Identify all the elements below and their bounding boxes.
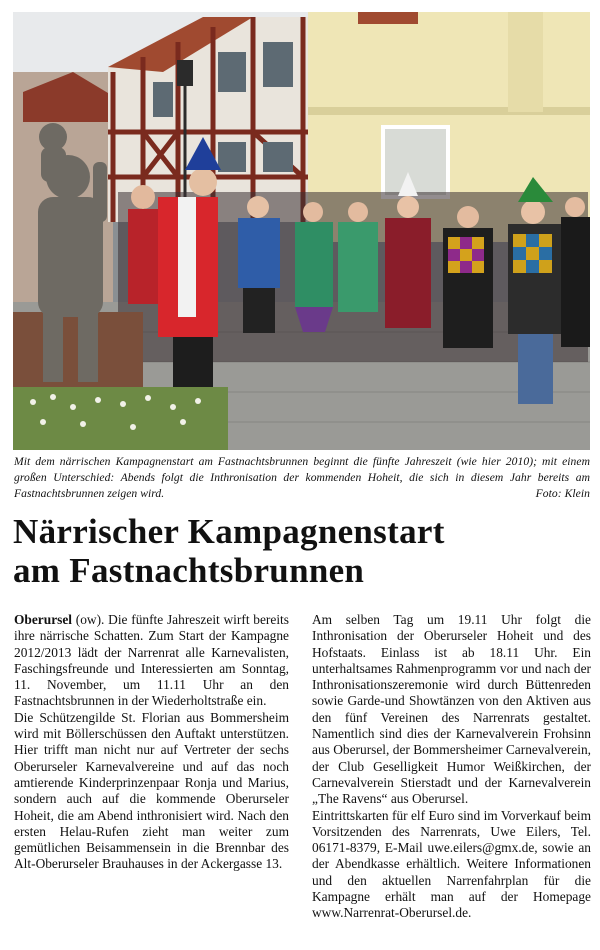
carnival-crowd-photo	[13, 12, 590, 450]
article-dateline: Oberursel	[14, 612, 73, 627]
headline-line-2: am Fastnachtsbrunnen	[13, 551, 365, 590]
photo-credit: Foto: Klein	[535, 487, 590, 500]
article-paragraph-1	[14, 612, 289, 710]
article-paragraph-1-text: (ow). Die fünfte Jahreszeit wirft bereits ihre närrische Schatten. Zum Start der Kampagne 2012/2013 lädt der Narrenrat alle Karnevalisten, Faschingsfreunde und Interessierten am Sonntag, 11. November, um 11.11 Uhr an den Fastnachtsbrunnen in der Wiederholtstraße ein.	[14, 612, 289, 709]
article-paragraph-3: Am selben Tag um 19.11 Uhr folgt die Inthronisation der Oberurseler Hoheit und des Hofstaats. Einlass ist ab 18.11 Uhr. Ein unterhaltsames Rahmenprogramm vor und nach der Inthronisationszeremonie wird durch Büttenreden sowie Garde-und Showtänzen von den Aktiven aus den fünf Vereinen des Narrenrats gestaltet. Namentlich sind dies der Karnevalverein Frohsinn aus Oberursel, der Bommersheimer Carnevalverein, der Club Geselligkeit Humor Weißkirchen, der Carnevalverein Stierstadt und der Karnevalverein „The Ravens“ aus Oberursel.	[312, 612, 591, 807]
caption-text: Mit dem närrischen Kampagnenstart am Fastnachtsbrunnen beginnt die fünfte Jahreszeit (wie hier 2010); mit einem großen Unterschied: Abends folgt die Inthronisation der kommenden Hoheit, die sich in diesem Jahr bereits am Fastnachtsbrunnen zeigen wird.	[14, 455, 590, 500]
article-paragraph-4: Eintrittskarten für elf Euro sind im Vorverkauf beim Vorsitzenden des Narrenrats, Uwe Eilers, Tel. 06171-8379, E-Mail uwe.eilers@gmx.de, sowie an der Abendkasse erhältlich. Weitere Informationen und den aktuellen Narrenfahrplan für die Kampagne erhält man auf der Homepage www.Narrenrat-Oberursel.de.	[312, 807, 591, 921]
article-column-right	[312, 612, 591, 922]
photo-caption	[14, 454, 590, 502]
article-paragraph-2: Die Schützengilde St. Florian aus Bommersheim wird mit Böllerschüssen den Auftakt unterstützen. Hier trifft man nicht nur auf Vertreter der sechs Oberurseler Karnevalvereine und auf das noch amtierende Kinderprinzenpaar Ronja und Marius, sondern auch auf die kommende Oberurseler Hoheit, die am Abend inthronisiert wird. Nach den ersten Helau-Rufen zieht man weiter zum gemütlichen Beisammensein in die Brennbar des Alt-Oberurseler Brauhauses in der Ackergasse 13.	[14, 709, 289, 872]
article-photo	[13, 12, 590, 450]
article-headline	[13, 512, 593, 590]
headline-line-1: Närrischer Kampagnenstart	[13, 512, 445, 551]
article-column-left	[14, 612, 289, 873]
